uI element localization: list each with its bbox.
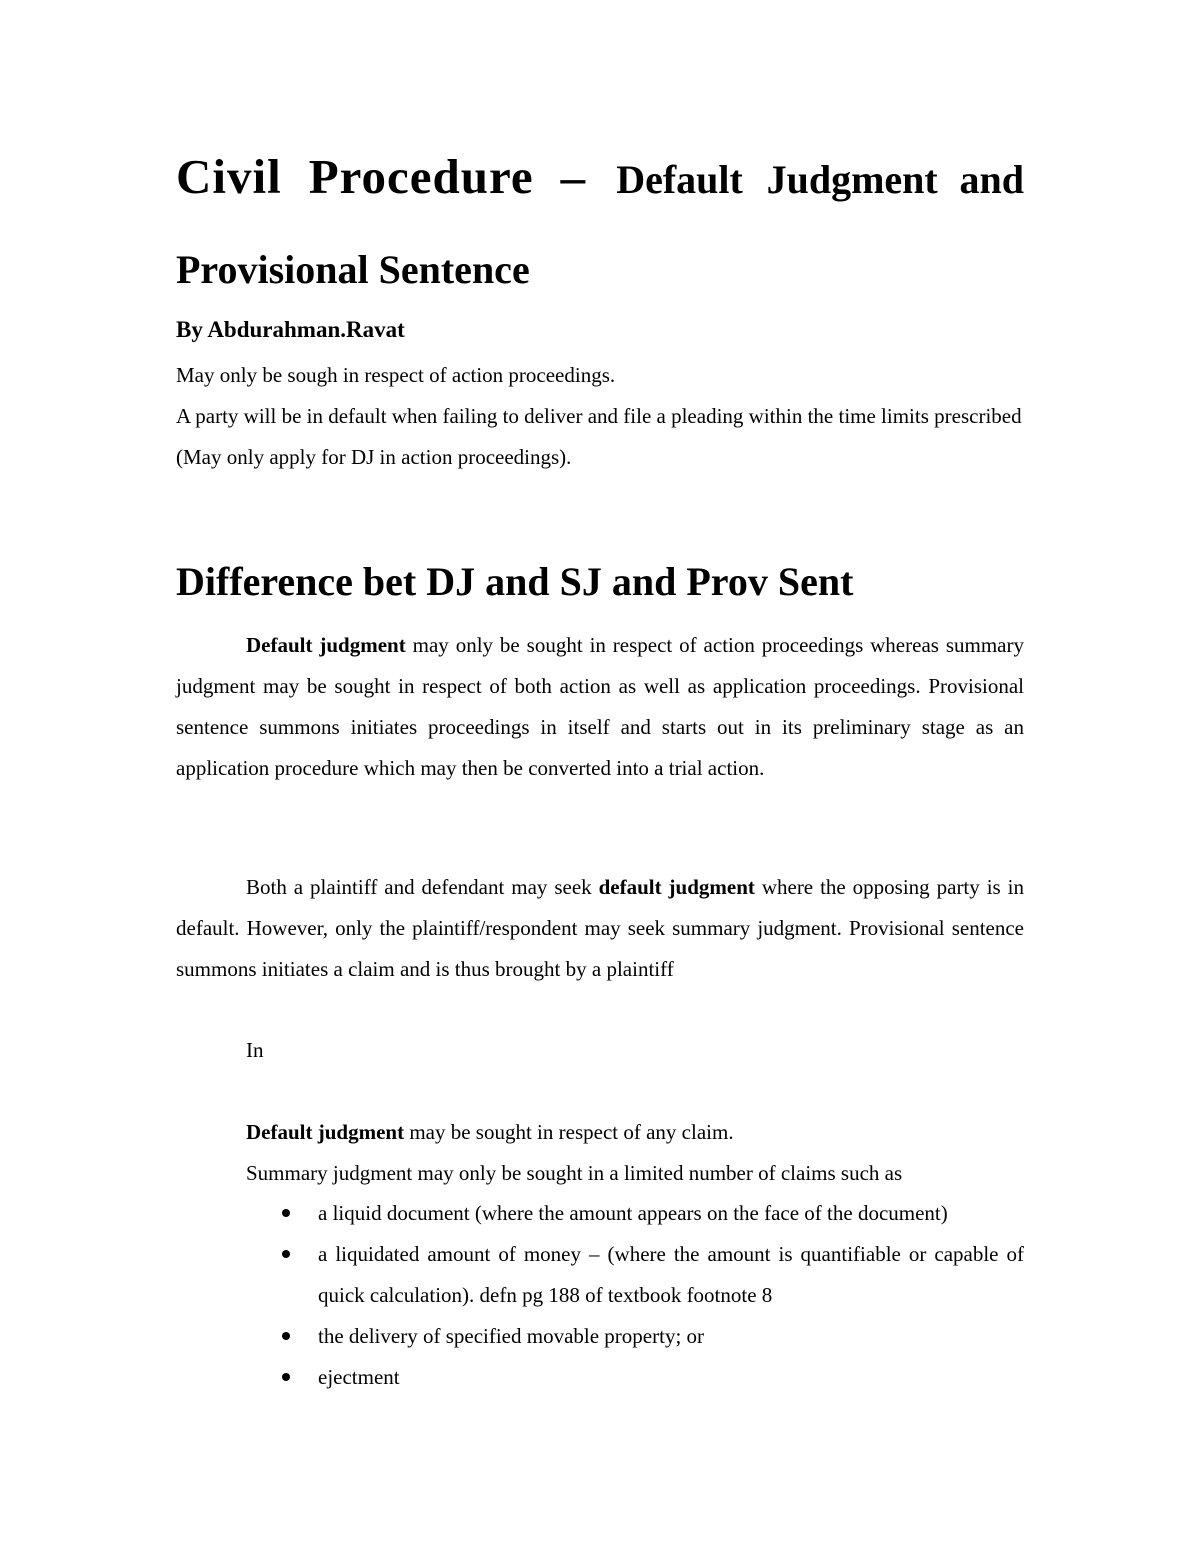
paragraph2-bold: default judgment xyxy=(598,875,755,899)
paragraph-dj-bold: Default judgment xyxy=(246,1120,405,1144)
paragraph1-text: may only be sought in respect of action proceedings whereas summary judgment may be sought in respect of both action as well as application proceedings. Provisional sentence summons initiates proceedings in itself and starts out in its preliminary stage as an application procedure which may then be converted into a trial action. xyxy=(176,633,1024,780)
bullet-icon xyxy=(282,1332,290,1340)
list-item: ejectment xyxy=(318,1357,1024,1398)
author-line: By Abdurahman.Ravat xyxy=(176,317,405,342)
paragraph-in: In xyxy=(246,1038,264,1062)
intro-line-2: A party will be in default when failing to deliver and file a pleading within the time limits prescribed (May only apply for DJ in action proceedings). xyxy=(176,404,1022,469)
title-part-3: and Provisional Sentence xyxy=(176,157,1025,292)
paragraph1-bold-lead: Default judgment xyxy=(246,633,406,657)
list-item: a liquid document (where the amount appears on the face of the document) xyxy=(318,1193,1024,1234)
list-item: a liquidated amount of money – (where the amount is quantifiable or capable of quick calculation). defn pg 188 of textbook footnote 8 xyxy=(318,1234,1024,1316)
intro-block xyxy=(176,355,1024,478)
paragraph-dj-vs-sj xyxy=(176,625,1024,789)
title-part-2: Default Judgment xyxy=(616,157,938,202)
claims-bullet-list xyxy=(318,1193,1024,1398)
paragraph2-text-before: Both a plaintiff and defendant may seek xyxy=(246,875,599,899)
intro-line-1: May only be sough in respect of action proceedings. xyxy=(176,363,616,387)
title-part-1: Civil Procedure – xyxy=(176,149,587,204)
paragraph-default-judgment xyxy=(246,1112,1024,1153)
paragraph-dj-text: may be sought in respect of any claim. xyxy=(404,1120,734,1144)
paragraph-summary-judgment: Summary judgment may only be sought in a limited number of claims such as xyxy=(246,1161,903,1185)
bullet-icon xyxy=(282,1373,290,1381)
bullet-icon xyxy=(282,1209,290,1217)
list-item: the delivery of specified movable property; or xyxy=(318,1316,1024,1357)
paragraph2-text-after: where the opposing party is in default. However, only the plaintiff/respondent may seek summary judgment. Provisional sentence summons initiates a claim and is thus brought by a plaintiff xyxy=(176,875,1024,981)
document-title xyxy=(176,133,1024,316)
paragraph-who-may-seek xyxy=(176,867,1024,990)
bullet-icon xyxy=(282,1250,290,1258)
section-heading: Difference bet DJ and SJ and Prov Sent xyxy=(176,559,854,604)
